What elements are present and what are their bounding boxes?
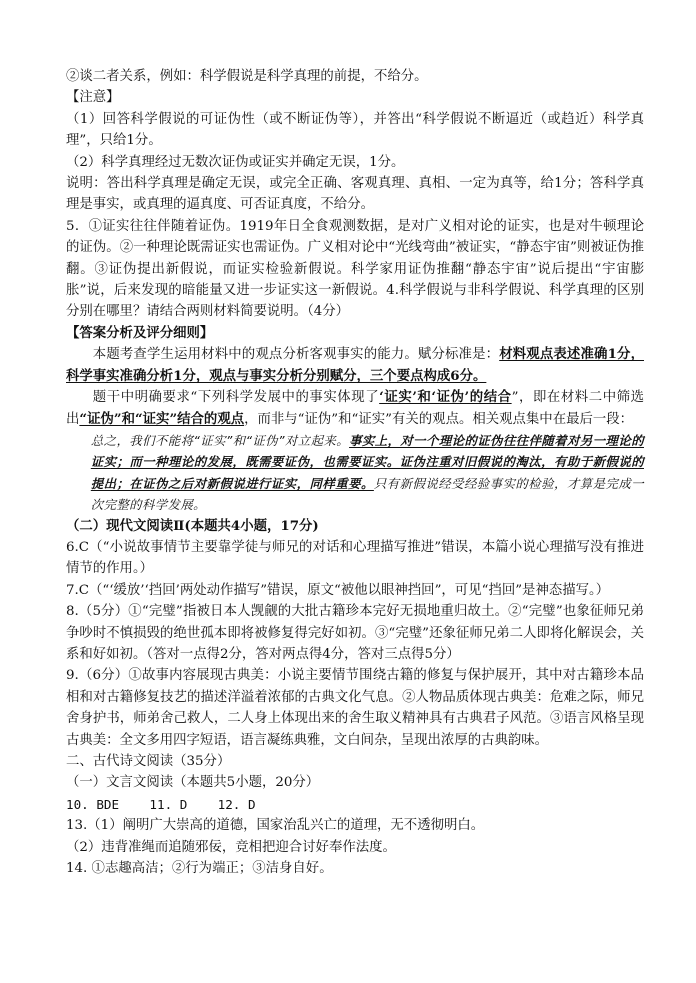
heading-note: 【注意】	[66, 90, 120, 106]
section-modern-reading-2: （二）现代文阅读Ⅱ(本题共4小题，17分)	[66, 517, 319, 534]
note-item-1: （1）回答科学假说的可证伪性（或不断证伪等），并答出“科学假说不断逼近（或趋近）科学真理”，只给1分。	[66, 111, 644, 149]
question-5-answer: 5．①证实往往伴随着证伪。1919年日全食观测数据，是对广义相对论的证实，也是对牛顿理论的证伪。②一种理论既需证实也需证伪。广义相对论中“光线弯曲”被证实，“静态宇宙”则被证伪推翻。③证伪提出新假说，而证实检验新假说。科学家用证伪推翻“静态宇宙”说后提出“宇宙膨胀”说，后来发现的暗能量又进一步证实这一新假说。4.科学假说与非科学假说、科学真理的区别分别在哪里？请结合两则材料简要说明。（4分）	[66, 218, 644, 320]
req-text-1: 题干中明确要求“下列科学发展中的事实体现了	[92, 390, 380, 406]
para-relation-note: ②谈二者关系，例如：科学假说是科学真理的前提，不给分。	[66, 69, 428, 84]
para-scoring-standard	[66, 344, 644, 387]
answer-14: 14. ①志趣高洁；②行为端正；③洁身自好。	[66, 861, 333, 877]
req-emphasis-2: “证伪”和“证实”结合的观点	[79, 410, 245, 427]
answer-6: 6.C（“小说故事情节主要靠学徒与师兄的对话和心理描写推进”错误，本篇小说心理描写没有推进情节的作用。）	[66, 539, 644, 577]
answer-8: 8.（5分）①“完璧”指被日本人觊觎的大批古籍珍本完好无损地重归故土。②“完璧”也象征师兄弟争吵时不慎损毁的绝世孤本即将被修复得完好如初。③“完璧”还象征师兄弟二人即将化解误会，关系和好如初。（答对一点得2分，答对两点得4分，答对三点得5分）	[66, 604, 644, 662]
note-item-2: （2）科学真理经过无数次证伪或证实并确定无误，1分。	[66, 154, 405, 170]
answer-13-2: （2）违背准绳而追随邪佞，竞相把迎合讨好奉作法度。	[66, 839, 396, 855]
answer-7: 7.C（“‘缓放’‘挡回’两处动作描写”错误，原文“被他以眼神挡回”，可见“挡回”是神态描写。）	[66, 582, 610, 598]
quote-end: 只有新假说经受经验事实的检验，才算是完成一次完整的科学发展。	[90, 475, 644, 513]
para-requirement	[66, 387, 644, 430]
answer-9: 9.（6分）①故事内容展现古典美：小说主要情节围绕古籍的修复与保护展开，其中对古籍珍本品相和对古籍修复技艺的描述洋溢着浓郁的古典文化气息。②人物品质体现古典美：危难之际，师兄舍身护书，师弟舍己救人，二人身上体现出来的舍生取义精神具有古典君子风范。③语言风格呈现古典美：全文多用四字短语，语言凝练典雅，文白间杂，呈现出浓厚的古典韵味。	[66, 668, 644, 748]
req-emphasis-1: ‘证实’和‘证伪’的结合	[379, 389, 512, 406]
answers-10-12: 10. BDE 11. D 12. D	[66, 796, 256, 812]
quoted-passage	[66, 430, 644, 516]
heading-answer-analysis: 【答案分析及评分细则】	[66, 324, 214, 341]
req-text-3: ，而非与“证伪”和“证实”有关的观点。相关观点集中在最后一段：	[244, 411, 634, 427]
req-text-2: ”，即在材料二中筛选出	[66, 390, 644, 427]
note-explanation: 说明：答出科学真理是确定无误，或完全正确、客观真理、真相、一定为真等，给1分；答科学真理是事实，或真理的逼真度、可否证真度，不给分。	[66, 176, 644, 213]
quote-start: 总之，我们不能将“证实”和“证伪”对立起来。	[90, 432, 350, 448]
section-classical-reading: 二、古代诗文阅读（35分）	[66, 754, 231, 769]
quote-key-sentences: 事实上，对一个理论的证伪往往伴随着对另一理论的证实；而一种理论的发展，既需要证伪，也需要证实。证伪注重对旧假说的淘汰，有助于新假说的提出；在证伪之后对新假说进行证实，同样重要。	[90, 432, 644, 491]
answer-13-1: 13.（1）阐明广大崇高的道德，国家治乱兴亡的道理，无不透彻明白。	[66, 818, 485, 834]
section-classical-prose: （一）文言文阅读（本题共5小题，20分）	[66, 775, 320, 791]
scoring-intro: 本题考查学生运用材料中的观点分析客观事实的能力。赋分标准是：	[92, 347, 500, 363]
scoring-criteria: 材料观点表述准确1分，科学事实准确分析1分，观点与事实分析分别赋分，三个要点构成6分。	[66, 346, 644, 384]
